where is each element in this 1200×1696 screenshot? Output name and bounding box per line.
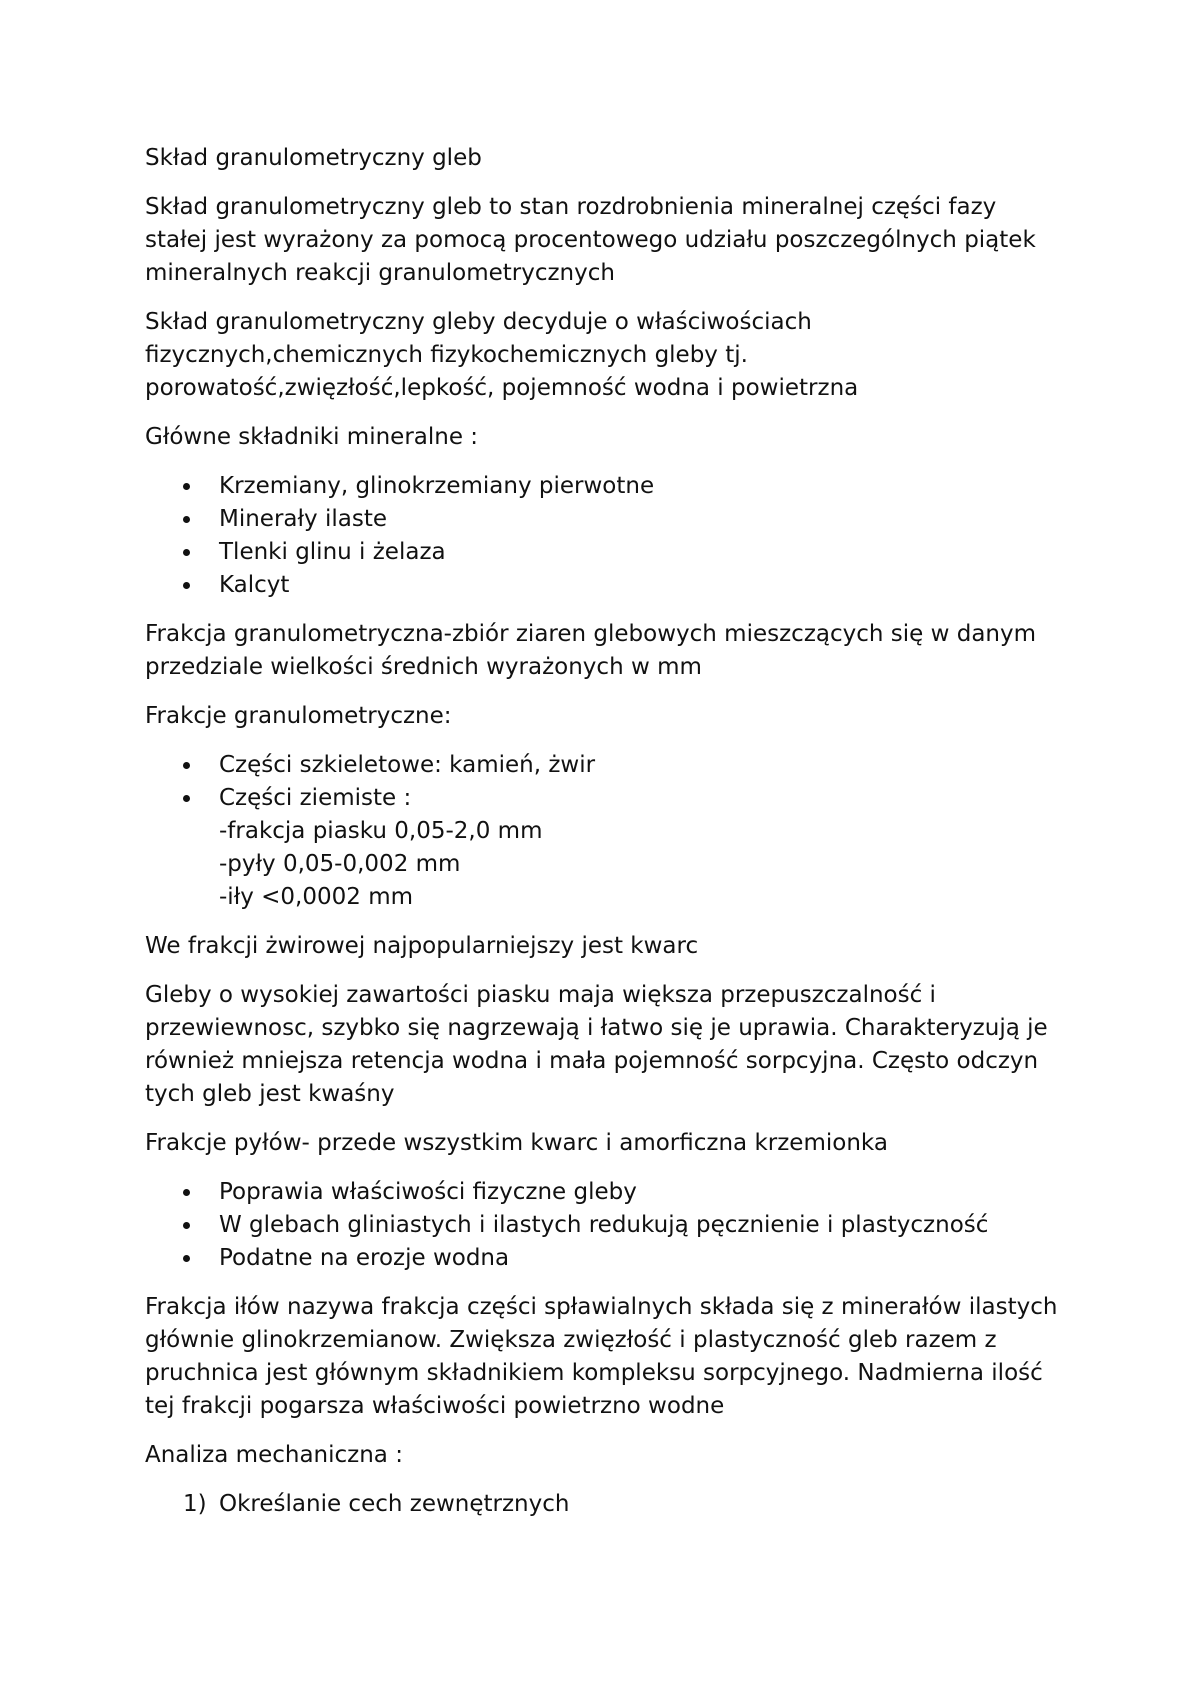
list-item: Części szkieletowe: kamień, żwir (145, 749, 1065, 782)
minerals-heading: Główne składniki mineralne : (145, 424, 479, 450)
list-item-text: Określanie cech zewnętrznych (219, 1491, 570, 1517)
paragraph-clay: Frakcja iłów nazywa frakcja części spławialnych składa się z minerałów ilastych głównie glinokrzemianow. Zwiększa zwięzłość i plastyczność gleb razem z pruchnica jest głównym składnikiem kompleksu sorpcyjnego. Nadmierna ilość tej frakcji pogarsza właściwości powietrzno wodne (145, 1294, 1058, 1419)
list-number: 1) (183, 1491, 207, 1517)
sub-item: -pyły 0,05-0,002 mm (219, 851, 461, 877)
paragraph-dust: Frakcje pyłów- przede wszystkim kwarc i amorficzna krzemionka (145, 1130, 888, 1156)
list-item: Kalcyt (145, 569, 1065, 602)
minerals-list (145, 470, 1065, 602)
list-item: Tlenki glinu i żelaza (145, 536, 1065, 569)
paragraph-sand: Gleby o wysokiej zawartości piasku maja większa przepuszczalność i przewiewnosc, szybko się nagrzewają i łatwo się je uprawia. Charakteryzują je również mniejsza retencja wodna i mała pojemność sorpcyjna. Często odczyn tych gleb jest kwaśny (145, 982, 1048, 1107)
document-title: Skład granulometryczny gleb (145, 145, 482, 171)
list-item (145, 782, 1065, 914)
fractions-heading: Frakcje granulometryczne: (145, 703, 452, 729)
paragraph-properties: Skład granulometryczny gleby decyduje o właściwościach fizycznych,chemicznych fizykochemicznych gleby tj. porowatość,zwięzłość,lepkość, pojemność wodna i powietrzna (145, 309, 859, 401)
fractions-list (145, 749, 1065, 914)
list-item: Podatne na erozje wodna (145, 1242, 1065, 1275)
analysis-list (145, 1488, 1065, 1521)
list-item: Minerały ilaste (145, 503, 1065, 536)
list-item: Krzemiany, glinokrzemiany pierwotne (145, 470, 1065, 503)
paragraph-gravel: We frakcji żwirowej najpopularniejszy jest kwarc (145, 933, 699, 959)
dust-list (145, 1176, 1065, 1275)
list-item (145, 1488, 1065, 1521)
document-body (145, 142, 1065, 1537)
list-item: W glebach gliniastych i ilastych redukują pęcznienie i plastyczność (145, 1209, 1065, 1242)
list-item-label: Części ziemiste : (219, 785, 412, 811)
analysis-heading: Analiza mechaniczna : (145, 1442, 403, 1468)
paragraph-fraction-definition: Frakcja granulometryczna-zbiór ziaren glebowych mieszczących się w danym przedziale wielkości średnich wyrażonych w mm (145, 621, 1037, 680)
sub-item: -iły <0,0002 mm (219, 884, 414, 910)
list-item: Poprawia właściwości fizyczne gleby (145, 1176, 1065, 1209)
sub-item: -frakcja piasku 0,05-2,0 mm (219, 818, 543, 844)
paragraph-definition: Skład granulometryczny gleb to stan rozdrobnienia mineralnej części fazy stałej jest wyrażony za pomocą procentowego udziału poszczególnych piątek mineralnych reakcji granulometrycznych (145, 194, 1036, 286)
